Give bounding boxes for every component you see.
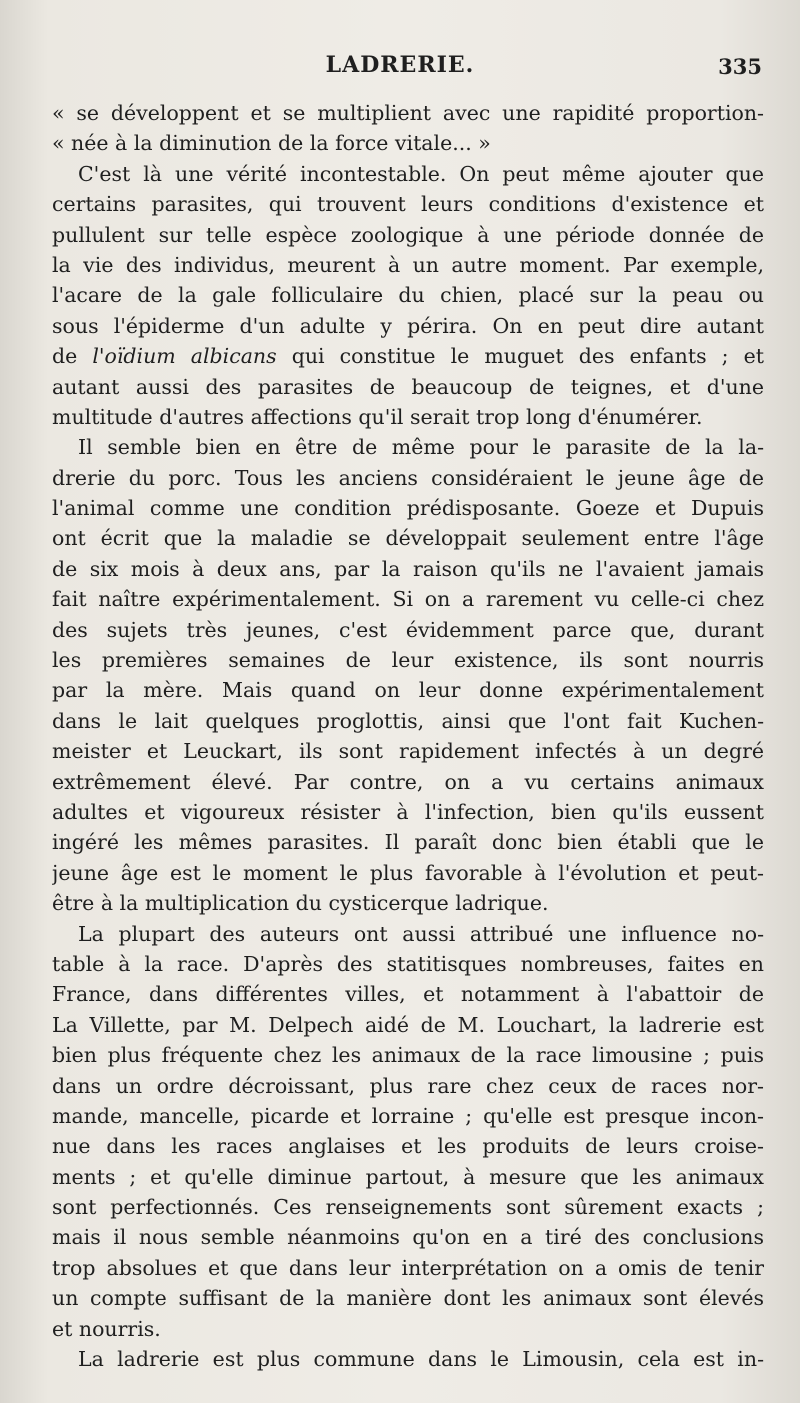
italic-term: l'oïdium albicans — [92, 344, 277, 369]
text-line: fait naître expérimentalement. Si on a rarement vu celle-ci chez — [52, 587, 764, 612]
text-line: La plupart des auteurs ont aussi attribué une influence no- — [78, 921, 764, 946]
text-line: Il semble bien en être de même pour le parasite de la la- — [78, 435, 764, 460]
text-line: certains parasites, qui trouvent leurs conditions d'existence et — [52, 192, 764, 217]
text-line: l'animal comme une condition prédisposante. Goeze et Dupuis — [52, 496, 764, 521]
text-line: des sujets très jeunes, c'est évidemment parce que, durant — [52, 617, 764, 642]
running-header — [0, 52, 800, 82]
text-line: multitude d'autres affections qu'il serait trop long d'énumérer. — [52, 404, 703, 429]
text-line: drerie du porc. Tous les anciens considéraient le jeune âge de — [52, 465, 764, 490]
text-line: pullulent sur telle espèce zoologique à une période donnée de — [52, 222, 764, 247]
text-line: mais il nous semble néanmoins qu'on en a tiré des conclusions — [52, 1225, 764, 1250]
text-line-mixed — [52, 341, 764, 371]
text-rest: qui constitue le muguet des enfants ; et — [291, 344, 764, 369]
text-line: table à la race. D'après des statitisques nombreuses, faites en — [52, 951, 764, 976]
text-line: La Villette, par M. Delpech aidé de M. Louchart, la ladrerie est — [52, 1012, 764, 1037]
body-text — [52, 98, 764, 1374]
text-line: par la mère. Mais quand on leur donne expérimentalement — [52, 678, 764, 703]
text-line: être à la multiplication du cysticerque ladrique. — [52, 891, 549, 916]
text-line: C'est là une vérité incontestable. On peut même ajouter que — [78, 161, 764, 186]
text-line: la vie des individus, meurent à un autre moment. Par exemple, — [52, 252, 764, 277]
text-line: adultes et vigoureux résister à l'infection, bien qu'ils eussent — [52, 799, 764, 824]
text-line: bien plus fréquente chez les animaux de la race limousine ; puis — [52, 1043, 764, 1068]
text-line: mande, mancelle, picarde et lorraine ; qu'elle est presque incon- — [52, 1103, 764, 1128]
text-line: dans le lait quelques proglottis, ainsi que l'ont fait Kuchen- — [52, 708, 764, 733]
text-prefix: de — [52, 344, 93, 369]
text-line: ont écrit que la maladie se développait seulement entre l'âge — [52, 526, 764, 551]
text-line: La ladrerie est plus commune dans le Limousin, cela est in- — [78, 1347, 764, 1372]
text-line: sont perfectionnés. Ces renseignements sont sûrement exacts ; — [52, 1195, 764, 1220]
text-line: trop absolues et que dans leur interprétation on a omis de tenir — [52, 1255, 764, 1280]
text-line: et nourris. — [52, 1316, 161, 1341]
text-line: l'acare de la gale folliculaire du chien, placé sur la peau ou — [52, 283, 764, 308]
text-line: nue dans les races anglaises et les produits de leurs croise- — [52, 1134, 764, 1159]
page-number: 335 — [718, 54, 762, 79]
text-line: jeune âge est le moment le plus favorable à l'évolution et peut- — [52, 860, 764, 885]
text-line: dans un ordre décroissant, plus rare chez ceux de races nor- — [52, 1073, 764, 1098]
text-line: extrêmement élevé. Par contre, on a vu certains animaux — [52, 769, 764, 794]
text-line: meister et Leuckart, ils sont rapidement infectés à un degré — [52, 739, 764, 764]
text-line: « se développent et se multiplient avec une rapidité proportion- — [52, 101, 764, 125]
text-line: « née à la diminution de la force vitale... » — [52, 131, 491, 156]
text-line: autant aussi des parasites de beaucoup de teignes, et d'une — [52, 374, 764, 399]
text-line: ingéré les mêmes parasites. Il paraît donc bien établi que le — [52, 830, 764, 855]
text-line: France, dans différentes villes, et notamment à l'abattoir de — [52, 982, 764, 1007]
text-line: un compte suffisant de la manière dont les animaux sont élevés — [52, 1286, 764, 1311]
text-line: les premières semaines de leur existence, ils sont nourris — [52, 648, 764, 673]
text-line: sous l'épiderme d'un adulte y périra. On en peut dire autant — [52, 313, 764, 338]
text-line: ments ; et qu'elle diminue partout, à mesure que les animaux — [52, 1164, 764, 1189]
text-line: de six mois à deux ans, par la raison qu'ils ne l'avaient jamais — [52, 556, 764, 581]
running-title: LADRERIE. — [325, 52, 475, 78]
